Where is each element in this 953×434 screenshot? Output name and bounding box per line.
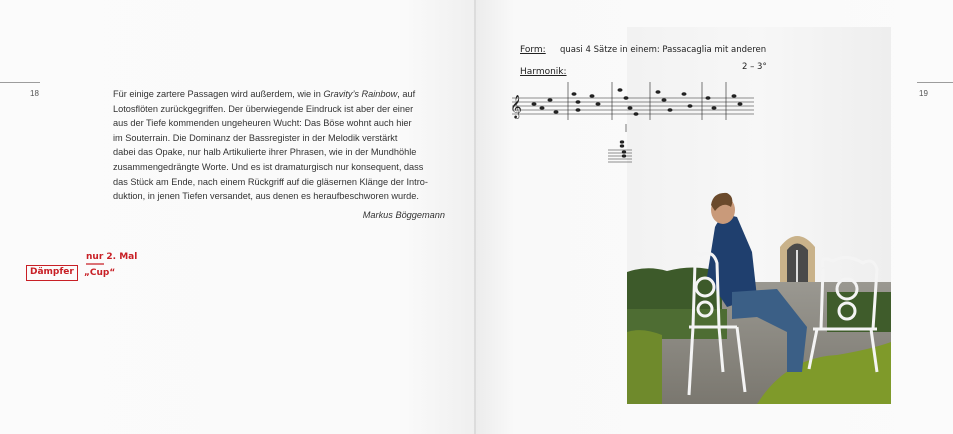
right-page-rule (917, 82, 953, 83)
left-page-rule (0, 82, 40, 83)
score-label-form: Form: (520, 45, 546, 55)
annotation-underline (86, 262, 104, 266)
score-sketch (508, 80, 758, 166)
score-label-harmonik: Harmonik: (520, 67, 567, 77)
right-page-number: 19 (919, 89, 928, 98)
svg-text:𝄞: 𝄞 (510, 94, 522, 118)
annotation-boxed-word: Dämpfer (30, 267, 74, 277)
annotation-note-top: nur 2. Mal (86, 252, 138, 262)
left-page-number: 18 (30, 89, 39, 98)
paragraph-line: Lotosflöten zurückgegriffen. Der überwiegende Eindruck ist aber der einer (113, 103, 414, 114)
body-paragraph (113, 87, 448, 204)
paragraph-line: zusammengedrängte Worte. Und es ist dramaturgisch nur konsequent, dass (113, 161, 424, 172)
paragraph-line: im Souterrain. Die Dominanz der Bassregister in der Melodik verstärkt (113, 132, 398, 143)
paragraph-line: aus der Tiefe kommenden ungeheuren Wucht: Das Böse wohnt auch hier (113, 118, 412, 129)
author-signature: Markus Böggemann (362, 210, 445, 220)
annotation-note-bottom: „Cup“ (84, 268, 116, 278)
left-page (0, 0, 476, 434)
paragraph-line: Für einige zartere Passagen wird außerdem, wie in Gravity’s Rainbow, auf (113, 89, 416, 99)
paragraph-line: dabei das Opake, nur halb Artikulierte ihrer Phrasen, wie in der Mundhöhle (113, 147, 417, 158)
paragraph-line: duktion, in jenen Tiefen versandet, aus denen es heraufbeschworen wurde. (113, 191, 419, 202)
score-text-form: quasi 4 Sätze in einem: Passacaglia mit anderen (560, 45, 767, 55)
score-text-sub: 2 – 3° (742, 62, 767, 72)
paragraph-line: das Stück am Ende, nach einem Rückgriff auf die gläsernen Klänge der Intro- (113, 176, 428, 187)
